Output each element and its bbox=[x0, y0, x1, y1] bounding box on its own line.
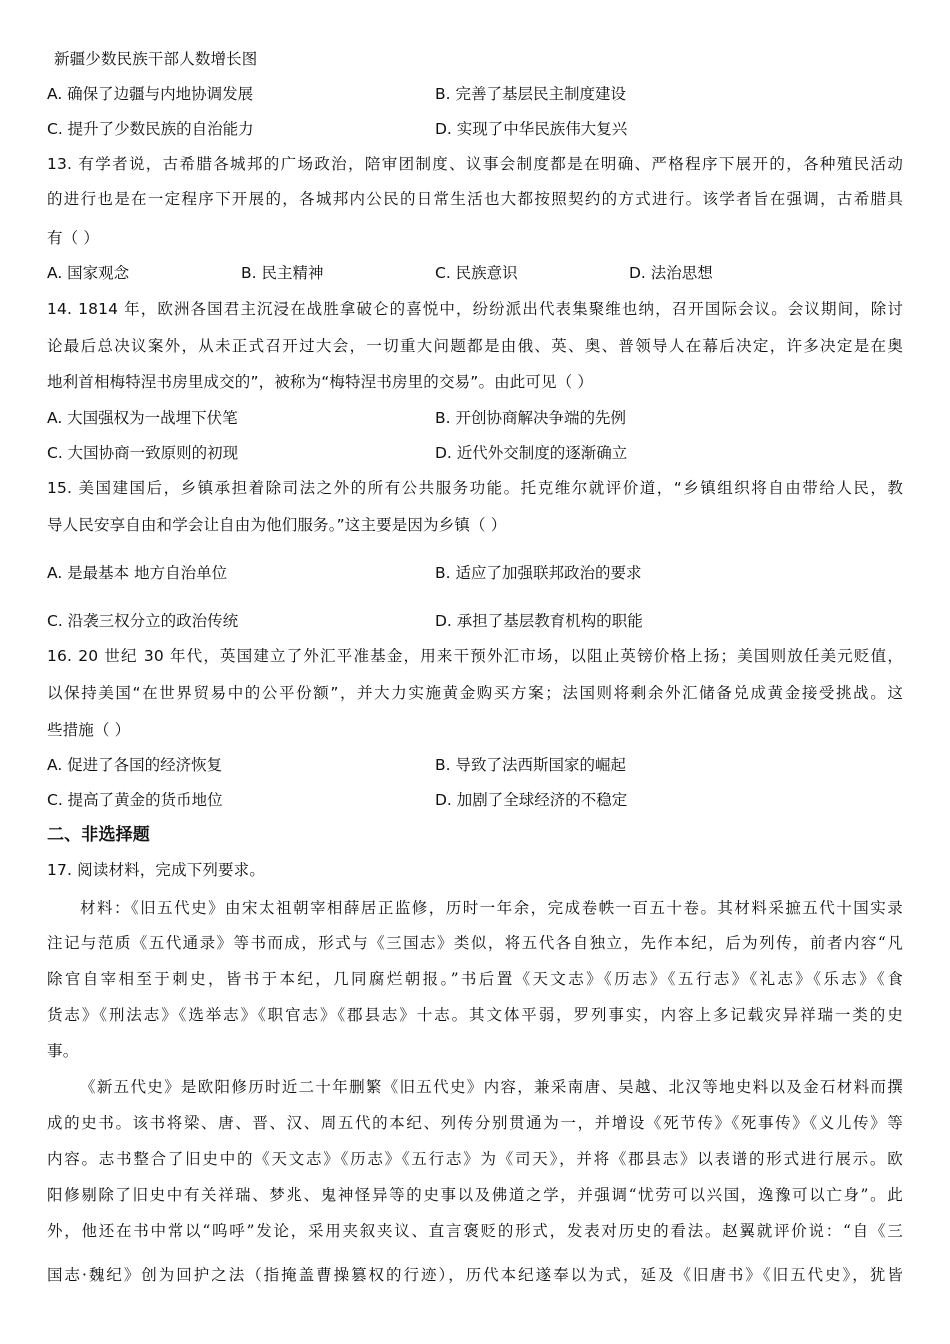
q14-option-a[interactable]: A. 大国强权为一战埋下伏笔 bbox=[47, 409, 238, 427]
q17-material-1-line-3: 除官自宰相至于刺史，皆书于本纪，几同腐烂朝报。”书后置《天文志》《历志》《五行志》《礼志》《乐志》《食 bbox=[47, 970, 903, 988]
figure-caption: 新疆少数民族干部人数增长图 bbox=[54, 50, 258, 68]
q15-option-d[interactable]: D. 承担了基层教育机构的职能 bbox=[435, 612, 643, 630]
q16-stem-line-3: 些措施（ ） bbox=[47, 721, 131, 739]
q17-material-2-line-2: 成的史书。该书将梁、唐、晋、汉、周五代的本纪、列传分别贯通为一，并增设《死节传》《死事传》《义儿传》等 bbox=[47, 1114, 903, 1132]
q16-stem-line-2: 以保持美国“在世界贸易中的公平份额”，并大力实施黄金购买方案；法国则将剩余外汇储备兑成黄金接受挑战。这 bbox=[47, 684, 903, 702]
q17-material-1-line-5: 事。 bbox=[47, 1042, 79, 1060]
q14-stem-line-2: 论最后总决议案外，从未正式召开过大会，一切重大问题都是由俄、英、奥、普领导人在幕后决定，许多决定是在奥 bbox=[47, 337, 903, 355]
q15-stem-line-2: 导人民安享自由和学会让自由为他们服务。”这主要是因为乡镇（ ） bbox=[47, 516, 507, 534]
q16-option-b[interactable]: B. 导致了法西斯国家的崛起 bbox=[435, 756, 626, 774]
q15-option-c[interactable]: C. 沿袭三权分立的政治传统 bbox=[47, 612, 239, 630]
q15-option-b[interactable]: B. 适应了加强联邦政治的要求 bbox=[435, 564, 642, 582]
q13-option-c[interactable]: C. 民族意识 bbox=[435, 264, 518, 282]
q13-option-b[interactable]: B. 民主精神 bbox=[241, 264, 324, 282]
q13-option-a[interactable]: A. 国家观念 bbox=[47, 264, 130, 282]
q17-material-2-line-3: 内容。志书整合了旧史中的《天文志》《历志》《五行志》为《司天》，并将《郡县志》以表谱的形式进行展示。欧 bbox=[47, 1150, 903, 1168]
q17-material-1-line-4: 货志》《刑法志》《选举志》《职官志》《郡县志》十志。其文体平弱，罗列事实，内容上多记载灾异祥瑞一类的史 bbox=[47, 1006, 903, 1024]
q17-material-2-line-1: 《新五代史》是欧阳修历时近二十年删繁《旧五代史》内容，兼采南唐、吴越、北汉等地史料以及金石材料而撰 bbox=[80, 1078, 903, 1096]
q14-option-d[interactable]: D. 近代外交制度的逐渐确立 bbox=[435, 444, 628, 462]
q14-stem-line-3: 地利首相梅特涅书房里成交的”，被称为“梅特涅书房里的交易”。由此可见（ ） bbox=[47, 373, 594, 391]
q15-option-a[interactable]: A. 是最基本 地方自治单位 bbox=[47, 564, 228, 582]
q14-stem-line-1: 14. 1814 年，欧洲各国君主沉浸在战胜拿破仑的喜悦中，纷纷派出代表集聚维也纳，召开国际会议。会议期间，除讨 bbox=[47, 300, 903, 318]
q12-option-a[interactable]: A. 确保了边疆与内地协调发展 bbox=[47, 85, 254, 103]
q16-option-d[interactable]: D. 加剧了全球经济的不稳定 bbox=[435, 791, 628, 809]
q17-material-1-line-2: 注记与范质《五代通录》等书而成，形式与《三国志》类似，将五代各自独立，先作本纪，后为列传，前者内容“凡 bbox=[47, 934, 903, 952]
q13-stem-line-2: 的进行也是在一定程序下开展的，各城邦内公民的日常生活也大都按照契约的方式进行。该学者旨在强调，古希腊具 bbox=[47, 190, 903, 208]
q16-stem-line-1: 16. 20 世纪 30 年代，英国建立了外汇平准基金，用来干预外汇市场，以阻止英镑价格上扬；美国则放任美元贬值， bbox=[47, 647, 903, 665]
q16-option-c[interactable]: C. 提高了黄金的货币地位 bbox=[47, 791, 223, 809]
q12-option-b[interactable]: B. 完善了基层民主制度建设 bbox=[435, 85, 626, 103]
q12-option-d[interactable]: D. 实现了中华民族伟大复兴 bbox=[435, 120, 628, 138]
q12-option-c[interactable]: C. 提升了少数民族的自治能力 bbox=[47, 120, 254, 138]
q13-option-d[interactable]: D. 法治思想 bbox=[629, 264, 713, 282]
q13-stem-line-3: 有（ ） bbox=[47, 229, 100, 247]
q16-option-a[interactable]: A. 促进了各国的经济恢复 bbox=[47, 756, 223, 774]
q17-material-1-line-1: 材料：《旧五代史》由宋太祖朝宰相薛居正监修，历时一年余，完成卷帙一百五十卷。其材料采摭五代十国实录 bbox=[80, 899, 903, 917]
section-heading: 二、非选择题 bbox=[47, 825, 150, 845]
q13-stem-line-1: 13. 有学者说，古希腊各城邦的广场政治，陪审团制度、议事会制度都是在明确、严格程序下展开的，各种殖民活动 bbox=[47, 155, 903, 173]
q14-option-c[interactable]: C. 大国协商一致原则的初现 bbox=[47, 444, 239, 462]
q14-option-b[interactable]: B. 开创协商解决争端的先例 bbox=[435, 409, 626, 427]
q15-stem-line-1: 15. 美国建国后，乡镇承担着除司法之外的所有公共服务功能。托克维尔就评价道，“乡镇组织将自由带给人民，教 bbox=[47, 479, 903, 497]
q17-material-2-line-4: 阳修剔除了旧史中有关祥瑞、梦兆、鬼神怪异等的史事以及佛道之学，并强调“忧劳可以兴国，逸豫可以亡身”。此 bbox=[47, 1186, 903, 1204]
q17-material-2-line-6: 国志·魏纪》创为回护之法（指掩盖曹操篡权的行迹），历代本纪遂奉以为式，延及《旧唐书》《旧五代史》，犹皆 bbox=[47, 1266, 903, 1284]
q17-material-2-line-5: 外，他还在书中常以“呜呼”发论，采用夹叙夹议、直言褒贬的形式，发表对历史的看法。赵翼就评价说：“自《三 bbox=[47, 1222, 903, 1240]
q17-prompt: 17. 阅读材料，完成下列要求。 bbox=[47, 861, 265, 879]
